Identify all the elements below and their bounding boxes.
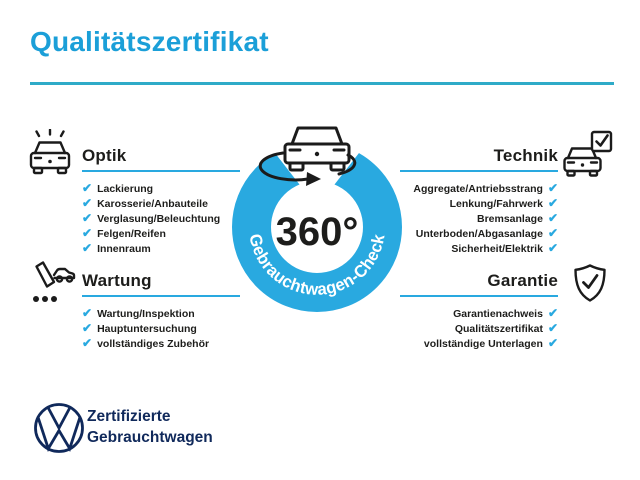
section-title-optik: Optik bbox=[82, 146, 127, 165]
check-icon: ✔ bbox=[82, 335, 93, 350]
section-title-garantie: Garantie bbox=[487, 271, 558, 290]
checklist-item-label: Karosserie/Anbauteile bbox=[97, 197, 208, 210]
checklist-item-label: Garantienachweis bbox=[453, 307, 543, 320]
checklist-item-label: Verglasung/Beleuchtung bbox=[97, 212, 221, 225]
check-icon: ✔ bbox=[82, 210, 93, 225]
checklist-item-label: Qualitätszertifikat bbox=[454, 322, 543, 335]
shield-check-icon bbox=[564, 261, 616, 313]
check-icon: ✔ bbox=[547, 305, 558, 320]
checklist-item-label: Sicherheit/Elektrik bbox=[451, 242, 543, 255]
checklist-item-label: Felgen/Reifen bbox=[97, 227, 166, 240]
pencil-car-icon bbox=[24, 259, 76, 311]
car-checkbox-icon bbox=[562, 129, 614, 181]
checklist-item-label: Wartung/Inspektion bbox=[97, 307, 195, 320]
checklist-item-label: Lenkung/Fahrwerk bbox=[449, 197, 543, 210]
checklist-item-label: Aggregate/Antriebsstrang bbox=[413, 182, 543, 195]
page-title: Qualitätszertifikat bbox=[30, 26, 269, 57]
brand-line-1: Zertifizierte bbox=[87, 408, 171, 425]
checklist-item-label: Innenraum bbox=[97, 242, 151, 255]
checklist-item-label: Lackierung bbox=[97, 182, 154, 195]
check-icon: ✔ bbox=[82, 320, 93, 335]
section-title-wartung: Wartung bbox=[82, 271, 152, 290]
checklist-item-label: vollständige Unterlagen bbox=[423, 337, 543, 350]
check-360-badge bbox=[197, 107, 437, 347]
check-icon: ✔ bbox=[547, 180, 558, 195]
brand-text bbox=[87, 406, 213, 448]
check-icon: ✔ bbox=[82, 225, 93, 240]
checklist-item-label: Bremsanlage bbox=[476, 212, 543, 225]
check-icon: ✔ bbox=[547, 320, 558, 335]
ring-label: Gebrauchtwagen-Check bbox=[245, 232, 389, 300]
section-title-technik: Technik bbox=[493, 146, 558, 165]
check-icon: ✔ bbox=[82, 305, 93, 320]
car-shine-icon bbox=[24, 129, 76, 181]
check-icon: ✔ bbox=[547, 335, 558, 350]
checklist-item-label: Unterboden/Abgasanlage bbox=[415, 227, 543, 240]
check-icon: ✔ bbox=[547, 210, 558, 225]
checklist-item-label: Hauptuntersuchung bbox=[97, 322, 197, 335]
check-icon: ✔ bbox=[82, 240, 93, 255]
checklist-item-label: vollständiges Zubehör bbox=[97, 337, 210, 350]
check-icon: ✔ bbox=[82, 180, 93, 195]
check-icon: ✔ bbox=[547, 225, 558, 240]
check-icon: ✔ bbox=[82, 195, 93, 210]
title-divider bbox=[30, 82, 614, 85]
brand-line-2: Gebrauchtwagen bbox=[87, 429, 213, 446]
check-icon: ✔ bbox=[547, 240, 558, 255]
check-icon: ✔ bbox=[547, 195, 558, 210]
vw-logo bbox=[33, 402, 85, 454]
degree-label: 360° bbox=[275, 210, 359, 254]
